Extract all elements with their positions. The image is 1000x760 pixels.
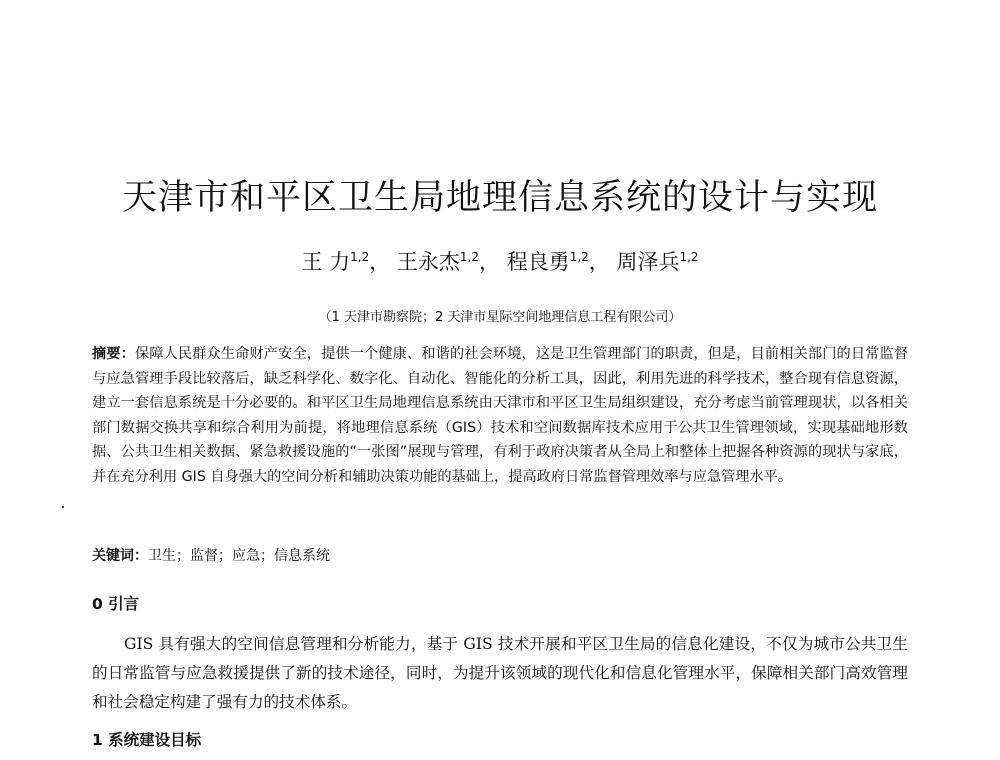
keywords-text: 卫生；监督；应急；信息系统 — [148, 548, 330, 564]
author-affiliation-mark: 1,2 — [569, 250, 589, 264]
abstract-text: 保障人民群众生命财产安全，提供一个健康、和谐的社会环境，这是卫生管理部门的职责，但是，目前相关部门的日常监督与应急管理手段比较落后，缺乏科学化、数字化、自动化、智能化的分析工具，因此，利用先进的科学技术，整合现有信息资源，建立一套信息系统是十分必要的。和平区卫生局地理信息系统由天津市和平区卫生局组织建设，充分考虑当前管理现状，以各相关部门数据交换共享和综合利用为前提，将地理信息系统（GIS）技术和空间数据库技术应用于公共卫生管理领域，实现基础地形数据、公共卫生相关数据、紧急救援设施的“一张图”展现与管理，有利于政府决策者从全局上和整体上把握各种资源的现状与家底，并在充分利用 GIS 自身强大的空间分析和辅助决策功能的基础上，提高政府日常监督管理效率与应急管理水平。 — [92, 346, 908, 485]
paper-title: 天津市和平区卫生局地理信息系统的设计与实现 — [121, 178, 878, 218]
author-name: 程良勇 — [506, 250, 570, 274]
author-separator: ， — [369, 250, 391, 274]
author-name: 王 力 — [301, 250, 351, 274]
section-heading-introduction: 0 引言 — [92, 595, 140, 613]
author-separator: ， — [479, 250, 500, 274]
scan-speck — [62, 506, 64, 508]
keywords-label: 关键词： — [92, 548, 148, 564]
author-affiliation-mark: 1,2 — [350, 250, 370, 264]
keywords-line — [92, 545, 330, 565]
author-separator: ， — [588, 250, 610, 274]
author-name: 周泽兵 — [616, 250, 680, 274]
author-name: 王永杰 — [396, 250, 460, 274]
author-affiliation-mark: 1,2 — [459, 250, 479, 264]
abstract-block — [92, 342, 908, 490]
affiliation-line: （1 天津市勘察院；2 天津市星际空间地理信息工程有限公司） — [318, 310, 682, 325]
author-list — [0, 246, 1000, 276]
author-affiliation-mark: 1,2 — [679, 250, 699, 264]
section-heading-goals: 1 系统建设目标 — [92, 731, 202, 749]
introduction-paragraph: GIS 具有强大的空间信息管理和分析能力，基于 GIS 技术开展和平区卫生局的信息化建设，不仅为城市公共卫生的日常监管与应急救援提供了新的技术途径，同时，为提升该领域的现代化和信息化管理水平，保障相关部门高效管理和社会稳定构建了强有力的技术体系。 — [92, 635, 908, 711]
abstract-label: 摘要： — [92, 346, 135, 362]
